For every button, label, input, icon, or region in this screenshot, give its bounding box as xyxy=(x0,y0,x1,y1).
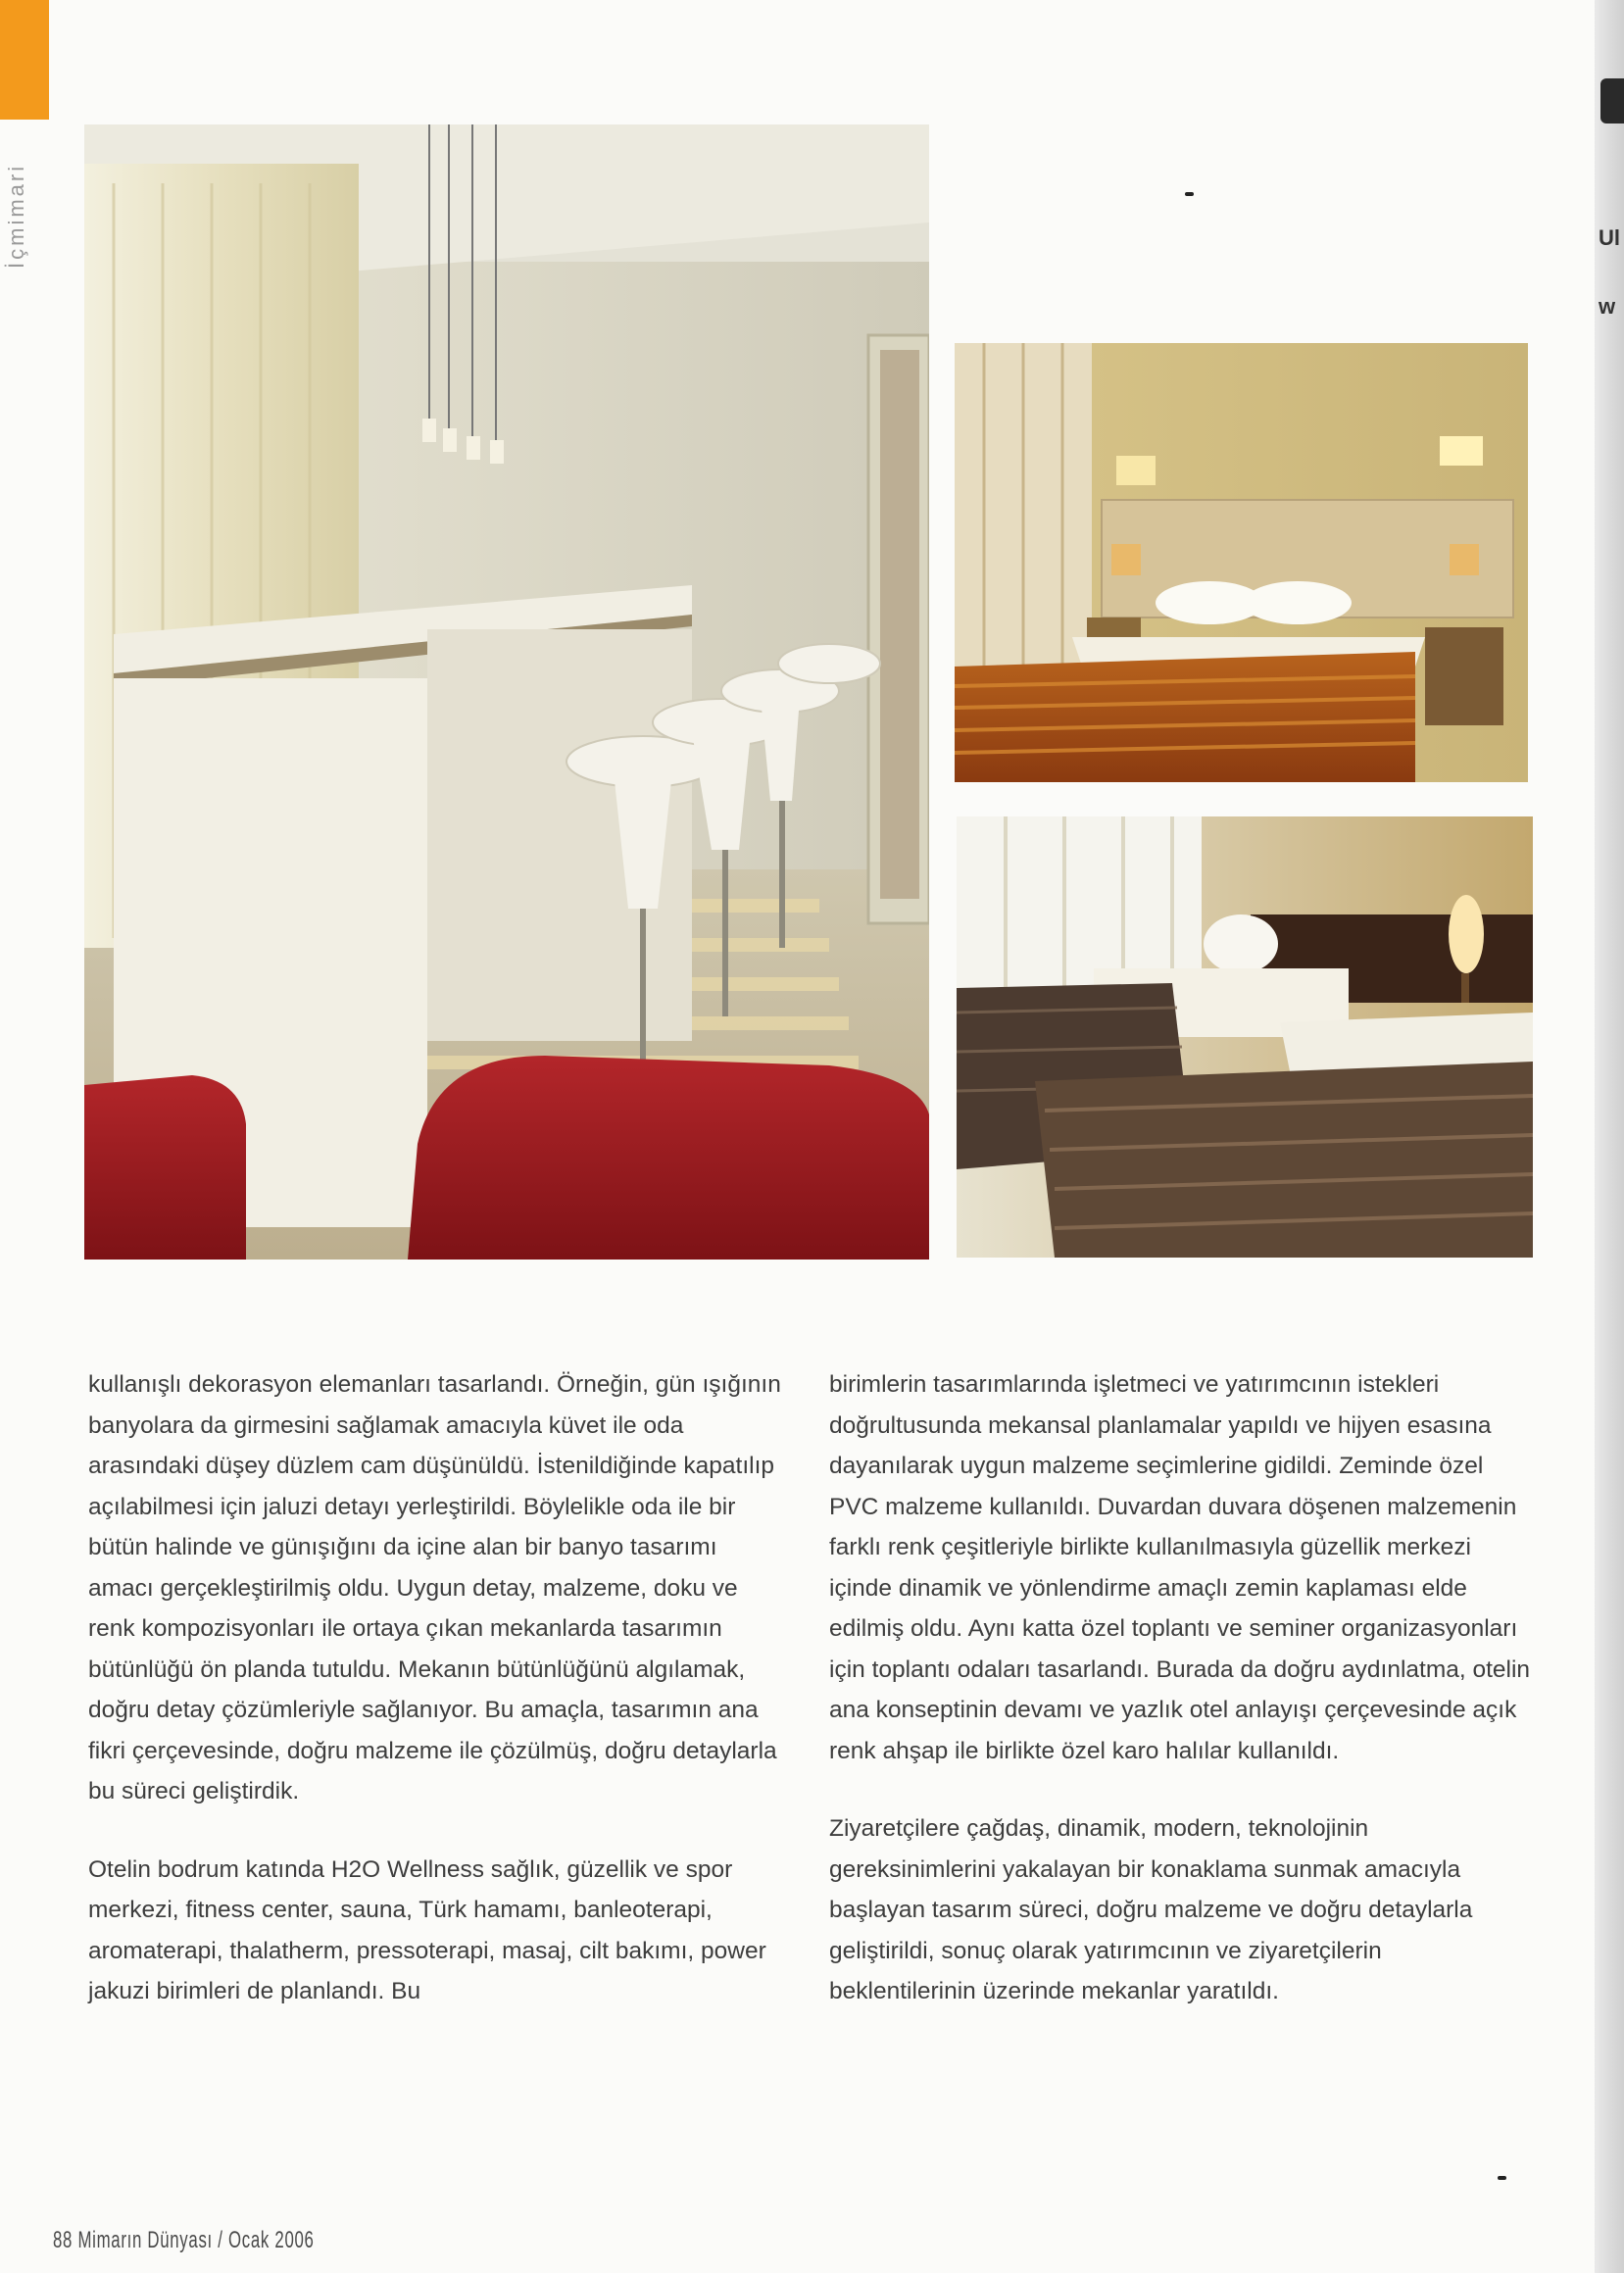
next-page-text-fragment-1: Ul xyxy=(1599,225,1620,250)
section-label: İçmimari xyxy=(4,163,28,269)
article-paragraph: Otelin bodrum katında H2O Wellness sağlık, güzellik ve spor merkezi, fitness center, sauna, Türk hamamı, banleoterapi, aromaterapi, thalatherm, pressoterapi, masaj, cilt bakımı, power jakuzi birimleri de planlandı. Bu xyxy=(88,1855,766,2004)
article-column-right xyxy=(829,1364,1535,2050)
print-speck xyxy=(1185,192,1194,196)
article-paragraph: birimlerin tasarımlarında işletmeci ve yatırımcının istekleri doğrultusunda mekansal planlamalar yapıldı ve hijyen esasına dayanılarak uygun malzeme seçimlerine gidildi. Zeminde özel PVC malzeme kullanıldı. Duvardan duvara döşenen malzemenin farklı renk çeşitleriyle birlikte kullanılmasıyla güzellik merkezi içinde dinamik ve yönlendirme amaçlı zemin kaplaması elde edilmiş oldu. Aynı katta özel toplantı ve seminer organizasyonları için toplantı odaları tasarlandı. Burada da doğru aydınlatma, otelin ana konseptinin devamı ve yazlık otel anlayışı çerçevesinde açık renk ahşap ile birlikte özel karo halılar kullanıldı. xyxy=(829,1371,1531,1764)
next-page-edge xyxy=(1595,0,1624,2273)
page-footer: 88 Mimarın Dünyası / Ocak 2006 xyxy=(53,2227,315,2253)
print-speck xyxy=(1498,2176,1506,2180)
next-page-logo-fragment xyxy=(1600,78,1624,124)
article-paragraph: kullanışlı dekorasyon elemanları tasarlandı. Örneğin, gün ışığının banyolara da girmesini sağlamak amacıyla küvet ile oda arasındaki düşey düzlem cam düşünüldü. İstenildiğinde kapatılıp açılabilmesi için jaluzi detayı yerleştirildi. Böylelikle oda ile bir bütün halinde ve günışığını da içine alan bir banyo tasarımı amacı gerçekleştirilmiş oldu. Uygun detay, malzeme, doku ve renk kompozisyonları ile ortaya çıkan mekanlarda tasarımın bütünlüğü ön planda tutuldu. Mekanın bütünlüğünü algılamak, doğru detay çözümleriyle sağlanıyor. Bu amaçla, tasarımın ana fikri çerçevesinde, doğru malzeme ile çözülmüş, doğru detaylarla bu süreci geliştirdik. xyxy=(88,1371,781,1804)
twin-bedroom-photo xyxy=(957,816,1533,1258)
lounge-bar-photo xyxy=(84,124,929,1260)
next-page-text-fragment-2: w xyxy=(1599,294,1616,319)
article-paragraph: Ziyaretçilere çağdaş, dinamik, modern, teknolojinin gereksinimlerini yakalayan bir konaklama sunmak amacıyla başlayan tasarım süreci, doğru malzeme ve doğru detaylarla geliştirildi, sonuç olarak yatırımcının ve ziyaretçilerin beklentilerinin üzerinde mekanlar yaratıldı. xyxy=(829,1815,1473,2004)
section-color-tab xyxy=(0,0,49,120)
article-column-left xyxy=(88,1364,789,2050)
double-bedroom-photo xyxy=(955,343,1528,782)
